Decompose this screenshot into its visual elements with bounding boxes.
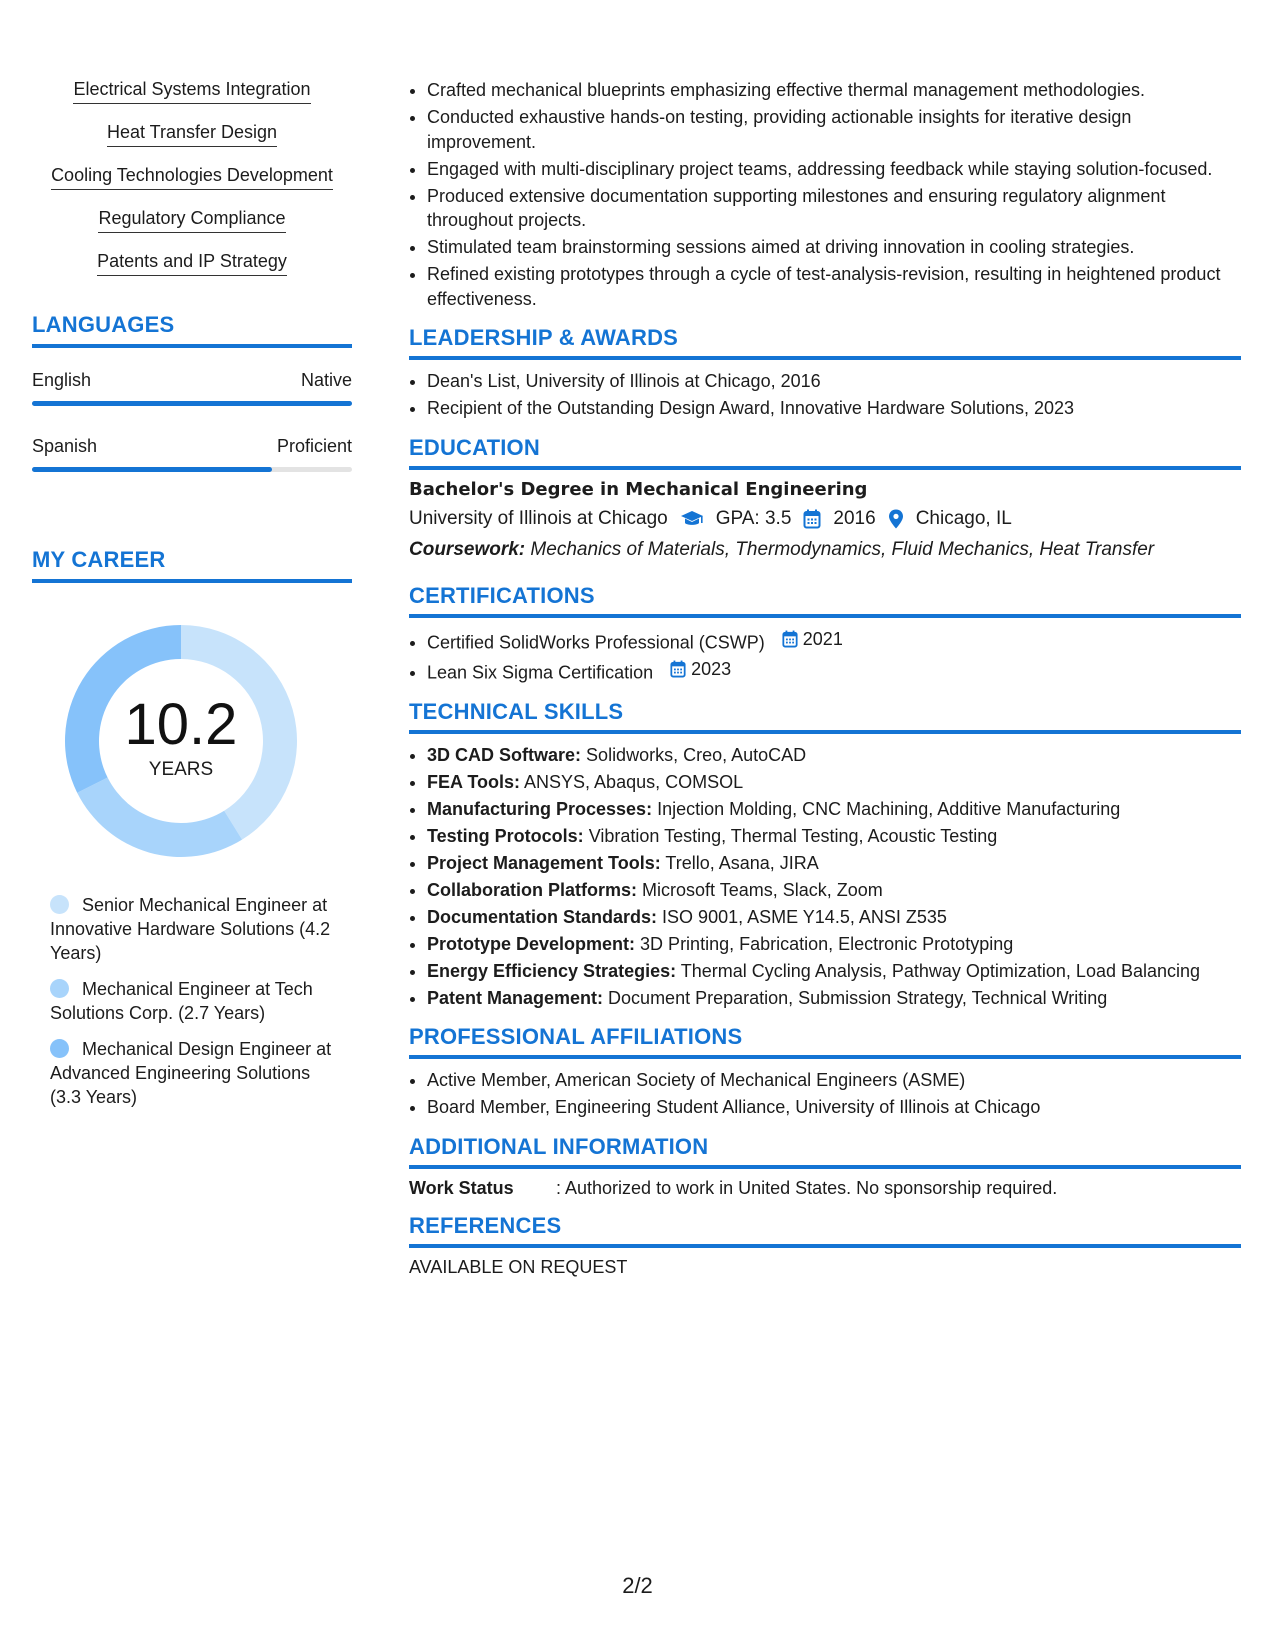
technical-skill-item (427, 905, 1241, 930)
page-number: 2/2 (622, 1573, 653, 1598)
degree-title: Bachelor's Degree in Mechanical Engineering (409, 478, 868, 500)
coursework-label: Coursework: (409, 538, 526, 560)
technical-skill-item (427, 986, 1241, 1011)
technical-skill-label: Patent Management: (427, 987, 604, 1008)
language-entry (32, 436, 352, 472)
career-legend-text: Mechanical Engineer at Tech Solutions Corp. (2.7 Years) (50, 979, 313, 1023)
skill-item (32, 78, 352, 104)
graduation-year: 2016 (833, 507, 876, 529)
skill-label: Cooling Technologies Development (51, 164, 333, 190)
career-heading: MY CAREER (32, 547, 352, 583)
skills-list (32, 78, 352, 276)
certification-date (670, 657, 731, 682)
technical-skill-label: 3D CAD Software: (427, 744, 582, 765)
skill-label: Regulatory Compliance (98, 207, 285, 233)
technical-skill-value: Injection Molding, CNC Machining, Additive Manufacturing (657, 798, 1121, 819)
skill-item (32, 121, 352, 147)
technical-skill-value: Trello, Asana, JIRA (665, 852, 819, 873)
career-legend-item (50, 977, 340, 1025)
certification-item (427, 657, 1241, 685)
education-details (409, 508, 1241, 530)
technical-skill-value: Microsoft Teams, Slack, Zoom (642, 879, 883, 900)
technical-skill-item (427, 824, 1241, 849)
language-level: Native (300, 370, 352, 390)
calendar-icon (803, 509, 821, 529)
technical-skill-label: Energy Efficiency Strategies: (427, 960, 677, 981)
language-level-bar (32, 467, 352, 472)
calendar-icon (782, 630, 798, 648)
coursework (409, 539, 1241, 561)
left-column (32, 78, 352, 1121)
experience-bullet: • Crafted mechanical blueprints emphasizing effective thermal management methodologies. (427, 78, 1241, 103)
technical-skill-label: Project Management Tools: (427, 852, 661, 873)
coursework-list: Mechanics of Materials, Thermodynamics, Fluid Mechanics, Heat Transfer (530, 538, 1155, 560)
experience-bullet: • Conducted exhaustive hands-on testing, providing actionable insights for iterative design improvement. (427, 105, 1241, 154)
technical-skills-heading: TECHNICAL SKILLS (409, 699, 1241, 734)
technical-skill-value: Thermal Cycling Analysis, Pathway Optimization, Load Balancing (680, 960, 1201, 981)
technical-skill-label: FEA Tools: (427, 771, 520, 792)
certification-item (427, 627, 1241, 655)
technical-skills-list (409, 743, 1241, 1011)
work-status-label: Work Status (409, 1177, 514, 1198)
language-level-fill (32, 401, 352, 406)
career-legend-item (50, 893, 340, 965)
certification-date (782, 627, 843, 652)
language-level-fill (32, 467, 272, 472)
skill-label: Patents and IP Strategy (97, 250, 287, 276)
technical-skill-label: Documentation Standards: (427, 906, 658, 927)
school-location: Chicago, IL (915, 507, 1012, 529)
work-status-row (409, 1178, 1241, 1199)
technical-skill-label: Prototype Development: (427, 933, 636, 954)
skill-item (32, 250, 352, 276)
affiliation-item: • Active Member, American Society of Mechanical Engineers (ASME) (427, 1068, 1241, 1093)
language-level-bar (32, 401, 352, 406)
skill-item (32, 164, 352, 190)
education-heading: EDUCATION (409, 435, 1241, 470)
leadership-item: • Dean's List, University of Illinois at Chicago, 2016 (427, 369, 1241, 394)
legend-dot-icon (50, 895, 69, 914)
technical-skill-item (427, 797, 1241, 822)
technical-skill-item (427, 878, 1241, 903)
language-name: English (32, 370, 92, 390)
technical-skill-item (427, 743, 1241, 768)
calendar-icon (670, 660, 686, 678)
leadership-item: • Recipient of the Outstanding Design Award, Innovative Hardware Solutions, 2023 (427, 396, 1241, 421)
technical-skill-value: Solidworks, Creo, AutoCAD (586, 744, 807, 765)
additional-info-heading: ADDITIONAL INFORMATION (409, 1134, 1241, 1169)
references-text: AVAILABLE ON REQUEST (409, 1256, 628, 1277)
experience-bullet: • Produced extensive documentation supporting milestones and ensuring regulatory alignment throughout projects. (427, 184, 1241, 233)
technical-skill-value: Document Preparation, Submission Strategy, Technical Writing (608, 987, 1108, 1008)
certification-year: 2023 (691, 658, 732, 679)
work-status-value: : Authorized to work in United States. No sponsorship required. (556, 1177, 1058, 1198)
certification-year: 2021 (802, 628, 843, 649)
career-total-years: 10.2 (124, 692, 238, 757)
language-entry (32, 370, 352, 406)
career-legend (50, 893, 340, 1109)
certification-name: Certified SolidWorks Professional (CSWP) (427, 631, 765, 652)
experience-bullet: • Engaged with multi-disciplinary project teams, addressing feedback while staying solution-focused. (427, 157, 1241, 182)
technical-skill-item (427, 959, 1241, 984)
technical-skill-value: ANSYS, Abaqus, COMSOL (524, 771, 744, 792)
certification-name: Lean Six Sigma Certification (427, 662, 654, 682)
location-pin-icon (888, 509, 904, 529)
career-legend-text: Mechanical Design Engineer at Advanced Engineering Solutions (3.3 Years) (50, 1039, 332, 1107)
experience-bullet: • Refined existing prototypes through a cycle of test-analysis-revision, resulting in heightened product effectiveness. (427, 262, 1241, 311)
technical-skill-item (427, 851, 1241, 876)
language-level: Proficient (276, 436, 352, 456)
technical-skill-item (427, 770, 1241, 795)
leadership-heading: LEADERSHIP & AWARDS (409, 325, 1241, 360)
right-column (409, 78, 1241, 1278)
technical-skill-item (427, 932, 1241, 957)
skill-item (32, 207, 352, 233)
references-heading: REFERENCES (409, 1213, 1241, 1248)
skill-label: Electrical Systems Integration (73, 78, 310, 104)
career-total-unit: YEARS (148, 759, 214, 780)
technical-skill-value: Vibration Testing, Thermal Testing, Acoustic Testing (588, 825, 998, 846)
skill-label: Heat Transfer Design (107, 121, 277, 147)
experience-bullet: • Stimulated team brainstorming sessions aimed at driving innovation in cooling strategies. (427, 235, 1241, 260)
school-name: University of Illinois at Chicago (409, 507, 668, 529)
gpa: GPA: 3.5 (715, 507, 792, 529)
affiliations-heading: PROFESSIONAL AFFILIATIONS (409, 1024, 1241, 1059)
legend-dot-icon (50, 979, 69, 998)
technical-skill-label: Collaboration Platforms: (427, 879, 638, 900)
graduation-cap-icon (680, 510, 704, 528)
legend-dot-icon (50, 1039, 69, 1058)
leadership-list (409, 369, 1241, 421)
donut-slice (77, 778, 242, 857)
career-legend-text: Senior Mechanical Engineer at Innovative Hardware Solutions (4.2 Years) (50, 895, 331, 963)
career-legend-item (50, 1037, 340, 1109)
technical-skill-label: Testing Protocols: (427, 825, 584, 846)
technical-skill-label: Manufacturing Processes: (427, 798, 653, 819)
donut-center (65, 692, 297, 781)
experience-bullets (409, 78, 1241, 311)
affiliations-list (409, 1068, 1241, 1120)
technical-skill-value: 3D Printing, Fabrication, Electronic Prototyping (640, 933, 1014, 954)
certifications-heading: CERTIFICATIONS (409, 583, 1241, 618)
technical-skill-value: ISO 9001, ASME Y14.5, ANSI Z535 (662, 906, 947, 927)
affiliation-item: • Board Member, Engineering Student Alliance, University of Illinois at Chicago (427, 1095, 1241, 1120)
languages-heading: LANGUAGES (32, 312, 352, 348)
career-donut-chart (65, 625, 297, 857)
language-name: Spanish (32, 436, 98, 456)
certifications-list (409, 627, 1241, 685)
